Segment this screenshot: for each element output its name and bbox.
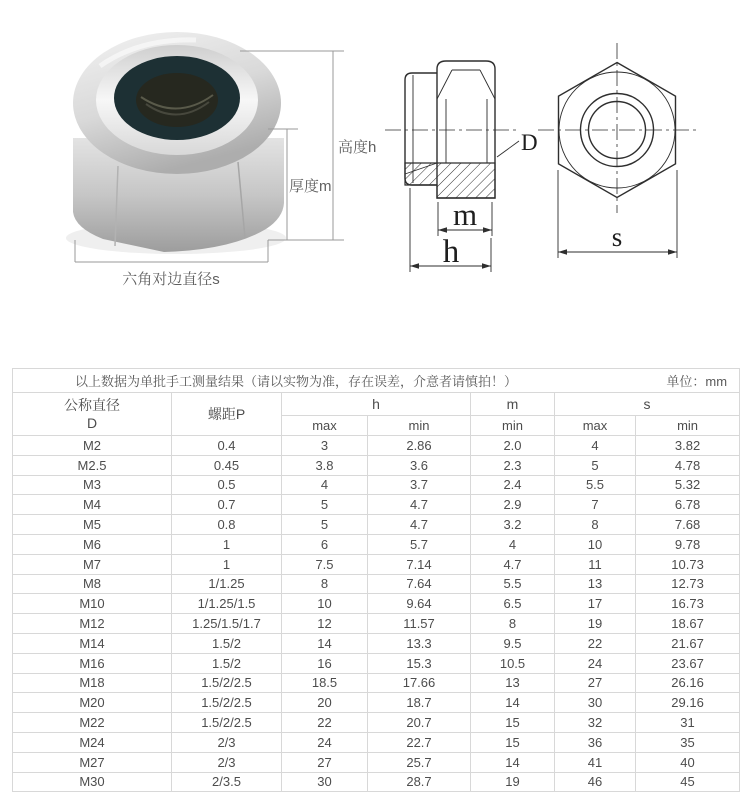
cell-d: M22 (13, 713, 172, 733)
cell-m_min: 9.5 (471, 633, 555, 653)
cell-s_max: 46 (555, 772, 636, 792)
cell-h_min: 3.6 (368, 455, 471, 475)
cell-m_min: 19 (471, 772, 555, 792)
cell-s_min: 29.16 (636, 693, 740, 713)
hex-width-s-label: 六角对边直径s (122, 271, 220, 288)
lock-nut-photo (66, 32, 286, 254)
column-header-pitch: 螺距P (172, 393, 282, 436)
cell-p: 1/1.25 (172, 574, 282, 594)
cell-m_min: 4.7 (471, 554, 555, 574)
cell-h_max: 18.5 (282, 673, 368, 693)
cell-s_min: 23.67 (636, 653, 740, 673)
cell-s_max: 36 (555, 732, 636, 752)
cell-h_max: 20 (282, 693, 368, 713)
cell-s_max: 22 (555, 633, 636, 653)
cell-h_min: 11.57 (368, 614, 471, 634)
table-row (13, 534, 740, 554)
cell-d: M8 (13, 574, 172, 594)
table-row (13, 515, 740, 535)
measurement-note: 以上数据为单批手工测量结果（请以实物为准，存在误差，介意者请慎拍！） (75, 374, 518, 389)
cell-d: M14 (13, 633, 172, 653)
cell-h_min: 7.64 (368, 574, 471, 594)
cell-s_min: 16.73 (636, 594, 740, 614)
cell-s_max: 30 (555, 693, 636, 713)
subheader-h-max: max (282, 416, 368, 436)
table-row (13, 732, 740, 752)
spec-table-body (13, 436, 740, 792)
cell-h_min: 28.7 (368, 772, 471, 792)
cell-d: M30 (13, 772, 172, 792)
cell-m_min: 2.3 (471, 455, 555, 475)
cell-m_min: 2.9 (471, 495, 555, 515)
cell-h_min: 22.7 (368, 732, 471, 752)
cell-d: M6 (13, 534, 172, 554)
cell-d: M27 (13, 752, 172, 772)
cell-s_min: 18.67 (636, 614, 740, 634)
cell-d: M7 (13, 554, 172, 574)
table-row (13, 633, 740, 653)
column-header-h: h (282, 393, 471, 416)
cell-p: 1.5/2/2.5 (172, 693, 282, 713)
cell-s_min: 10.73 (636, 554, 740, 574)
cell-p: 1.25/1.5/1.7 (172, 614, 282, 634)
cell-s_min: 4.78 (636, 455, 740, 475)
cell-s_min: 3.82 (636, 436, 740, 456)
cell-d: M12 (13, 614, 172, 634)
cell-h_max: 16 (282, 653, 368, 673)
table-row (13, 752, 740, 772)
cell-p: 0.8 (172, 515, 282, 535)
cell-d: M24 (13, 732, 172, 752)
unit-label: 单位：mm (666, 374, 728, 389)
h-dim-label: h (442, 234, 460, 270)
cell-p: 1.5/2 (172, 633, 282, 653)
cell-h_min: 25.7 (368, 752, 471, 772)
table-row (13, 574, 740, 594)
subheader-h-min: min (368, 416, 471, 436)
cell-s_max: 11 (555, 554, 636, 574)
cell-h_max: 6 (282, 534, 368, 554)
cell-h_max: 5 (282, 515, 368, 535)
column-header-m: m (471, 393, 555, 416)
cell-s_max: 41 (555, 752, 636, 772)
cell-p: 0.4 (172, 436, 282, 456)
table-row (13, 475, 740, 495)
cell-s_min: 31 (636, 713, 740, 733)
subheader-m-min: min (471, 416, 555, 436)
thickness-m-label: 厚度m (289, 178, 332, 195)
cell-m_min: 13 (471, 673, 555, 693)
cell-p: 1 (172, 534, 282, 554)
cell-s_min: 6.78 (636, 495, 740, 515)
cell-s_max: 5.5 (555, 475, 636, 495)
cell-p: 0.45 (172, 455, 282, 475)
cell-m_min: 14 (471, 693, 555, 713)
table-row (13, 772, 740, 792)
cell-d: M5 (13, 515, 172, 535)
cell-s_max: 5 (555, 455, 636, 475)
column-header-diameter (13, 393, 172, 436)
table-row (13, 495, 740, 515)
cell-p: 0.5 (172, 475, 282, 495)
table-row (13, 554, 740, 574)
cell-h_min: 7.14 (368, 554, 471, 574)
cell-s_min: 35 (636, 732, 740, 752)
cell-s_max: 27 (555, 673, 636, 693)
cell-h_min: 18.7 (368, 693, 471, 713)
cell-d: M18 (13, 673, 172, 693)
cell-s_max: 8 (555, 515, 636, 535)
cell-h_min: 9.64 (368, 594, 471, 614)
diameter-label: 公称直径 (64, 396, 120, 413)
cell-p: 1/1.25/1.5 (172, 594, 282, 614)
cell-s_max: 17 (555, 594, 636, 614)
cell-m_min: 4 (471, 534, 555, 554)
cell-p: 2/3 (172, 732, 282, 752)
cell-d: M16 (13, 653, 172, 673)
m-dim-label: m (452, 197, 478, 232)
diameter-symbol: D (86, 415, 98, 431)
table-header-group-row (13, 393, 740, 416)
cell-h_min: 13.3 (368, 633, 471, 653)
cell-h_max: 12 (282, 614, 368, 634)
cell-h_max: 3.8 (282, 455, 368, 475)
table-row (13, 693, 740, 713)
cell-h_max: 22 (282, 713, 368, 733)
cell-h_min: 15.3 (368, 653, 471, 673)
cell-s_min: 40 (636, 752, 740, 772)
cell-d: M10 (13, 594, 172, 614)
cell-h_min: 20.7 (368, 713, 471, 733)
table-note-row (13, 369, 740, 393)
cell-h_min: 5.7 (368, 534, 471, 554)
cell-m_min: 6.5 (471, 594, 555, 614)
cell-p: 2/3 (172, 752, 282, 772)
cell-s_max: 32 (555, 713, 636, 733)
cell-s_max: 19 (555, 614, 636, 634)
cell-h_max: 30 (282, 772, 368, 792)
cell-h_max: 10 (282, 594, 368, 614)
cell-s_min: 12.73 (636, 574, 740, 594)
cell-d: M2 (13, 436, 172, 456)
diagram-area (0, 0, 750, 345)
cell-h_max: 24 (282, 732, 368, 752)
cell-m_min: 2.0 (471, 436, 555, 456)
cell-h_max: 14 (282, 633, 368, 653)
cell-p: 1.5/2/2.5 (172, 713, 282, 733)
cell-s_min: 26.16 (636, 673, 740, 693)
cell-p: 1 (172, 554, 282, 574)
cell-m_min: 14 (471, 752, 555, 772)
table-row (13, 614, 740, 634)
cell-h_min: 2.86 (368, 436, 471, 456)
cell-s_min: 7.68 (636, 515, 740, 535)
table-row (13, 436, 740, 456)
cell-m_min: 10.5 (471, 653, 555, 673)
cell-s_max: 10 (555, 534, 636, 554)
subheader-s-max: max (555, 416, 636, 436)
height-h-label: 高度h (338, 139, 377, 156)
cell-m_min: 5.5 (471, 574, 555, 594)
cell-h_max: 8 (282, 574, 368, 594)
cell-h_max: 7.5 (282, 554, 368, 574)
cell-h_max: 3 (282, 436, 368, 456)
table-row (13, 653, 740, 673)
cell-d: M2.5 (13, 455, 172, 475)
cell-h_min: 17.66 (368, 673, 471, 693)
cell-s_max: 13 (555, 574, 636, 594)
table-row (13, 673, 740, 693)
cell-d: M3 (13, 475, 172, 495)
table-row (13, 455, 740, 475)
table-row (13, 594, 740, 614)
cell-p: 1.5/2 (172, 653, 282, 673)
cell-h_min: 4.7 (368, 515, 471, 535)
table-row (13, 713, 740, 733)
cell-s_max: 7 (555, 495, 636, 515)
cell-m_min: 3.2 (471, 515, 555, 535)
cell-p: 0.7 (172, 495, 282, 515)
column-header-s: s (555, 393, 740, 416)
cell-h_min: 3.7 (368, 475, 471, 495)
cell-s_min: 45 (636, 772, 740, 792)
cell-h_max: 4 (282, 475, 368, 495)
cell-d: M20 (13, 693, 172, 713)
cell-m_min: 2.4 (471, 475, 555, 495)
s-dim-label: s (611, 222, 623, 252)
cell-m_min: 15 (471, 713, 555, 733)
bore-d-label: D (521, 130, 538, 155)
spec-table (12, 368, 740, 792)
cell-s_min: 9.78 (636, 534, 740, 554)
cell-h_min: 4.7 (368, 495, 471, 515)
cell-p: 1.5/2/2.5 (172, 673, 282, 693)
cell-s_min: 21.67 (636, 633, 740, 653)
cell-s_min: 5.32 (636, 475, 740, 495)
cell-s_max: 24 (555, 653, 636, 673)
cell-m_min: 8 (471, 614, 555, 634)
cell-m_min: 15 (471, 732, 555, 752)
cell-d: M4 (13, 495, 172, 515)
cell-s_max: 4 (555, 436, 636, 456)
cell-h_max: 27 (282, 752, 368, 772)
cell-p: 2/3.5 (172, 772, 282, 792)
cell-h_max: 5 (282, 495, 368, 515)
subheader-s-min: min (636, 416, 740, 436)
